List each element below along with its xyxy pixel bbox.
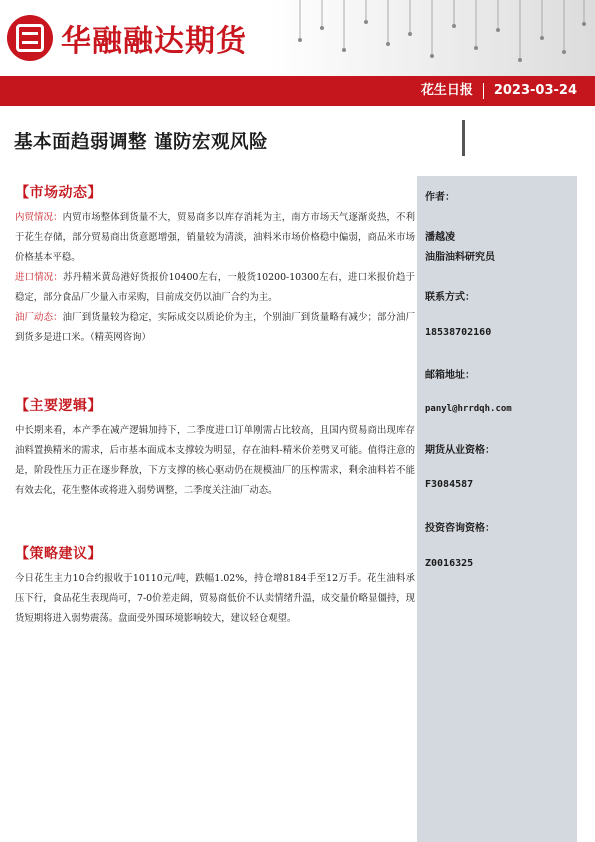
page-header [0,0,595,76]
logic-text: 中长期来看，本产季在减产逻辑加持下，二季度进口订单刚需占比较高，且国内贸易商出现库存油料置换精米的需求，后市基本面成本支撑较为明显，存在油料-精米价差劈叉可能。值得注意的是，阶段性压力正在逐步释放，下方支撑的核心驱动仍在规模油厂的压榨需求，剩余油料若不能有效去化，花生整体或将进入弱势调整，二季度关注油厂动态。 [15,425,415,496]
report-title: 基本面趋弱调整 谨防宏观风险 [14,132,268,153]
market-item-oil-mill [15,308,415,348]
author-dept: 油脂油料研究员 [425,252,495,263]
author-sidebar [417,176,577,842]
item-text: 内贸市场整体到货量不大，贸易商多以库存消耗为主，南方市场天气逐渐炎热，不利于花生存储，部分贸易商出货意愿增强，销量较为清淡，油料米市场价格稳中偏弱，商品米市场价格基本平稳。 [15,212,415,263]
report-date: 2023-03-24 [493,83,577,98]
brand-name: 华融融达期货 [61,24,247,59]
company-logo [7,15,247,61]
section-heading: 【策略建议】 [15,546,102,562]
item-label: 进口情况： [15,272,63,283]
header-decoration [270,0,595,76]
contact-label: 联系方式： [425,292,475,303]
advisory-number: Z0016325 [425,558,474,569]
market-item-domestic [15,208,415,268]
divider [483,83,484,99]
item-label: 油厂动态： [15,312,63,323]
advisory-label: 投资咨询资格： [425,523,495,534]
section-heading: 【主要逻辑】 [15,398,102,414]
email-label: 邮箱地址： [425,370,475,381]
email-address[interactable]: panyl@hrrdqh.com [425,404,512,414]
item-text: 苏丹精米黄岛港好货报价10400左右，一般货10200-10300左右，进口米报价趋于稳定，部分食品厂少量入市采购，目前成交仍以油厂合约为主。 [15,272,415,303]
license-number: F3084587 [425,479,474,490]
license-label: 期货从业资格： [425,445,495,456]
author-name: 潘越凌 [425,232,455,243]
section-strategy [15,543,415,629]
strategy-text: 今日花生主力10合约报收于10110元/吨，跌幅1.02%，持仓增8184手至12万手。花生油料承压下行，食品花生表现尚可，7-0价差走阔，贸易商低价不认卖情绪升温，成交量价略显僵持，现货短期将进入弱势震荡。盘面受外围环境影响较大，建议轻仓观望。 [15,573,415,624]
section-heading: 【市场动态】 [15,185,102,201]
item-text: 油厂到货量较为稳定，实际成交以质论价为主，个别油厂到货量略有减少；部分油厂到货多是进口米。（精英网咨询） [15,312,415,343]
report-type: 花生日报 [420,83,473,98]
author-label: 作者： [425,192,455,203]
section-market [15,182,415,348]
report-banner [0,76,595,106]
logo-mark-icon [7,15,53,61]
phone-number: 18538702160 [425,327,492,338]
section-logic [15,395,415,501]
market-item-import [15,268,415,308]
title-divider [462,120,465,156]
item-label: 内贸情况： [15,212,63,223]
